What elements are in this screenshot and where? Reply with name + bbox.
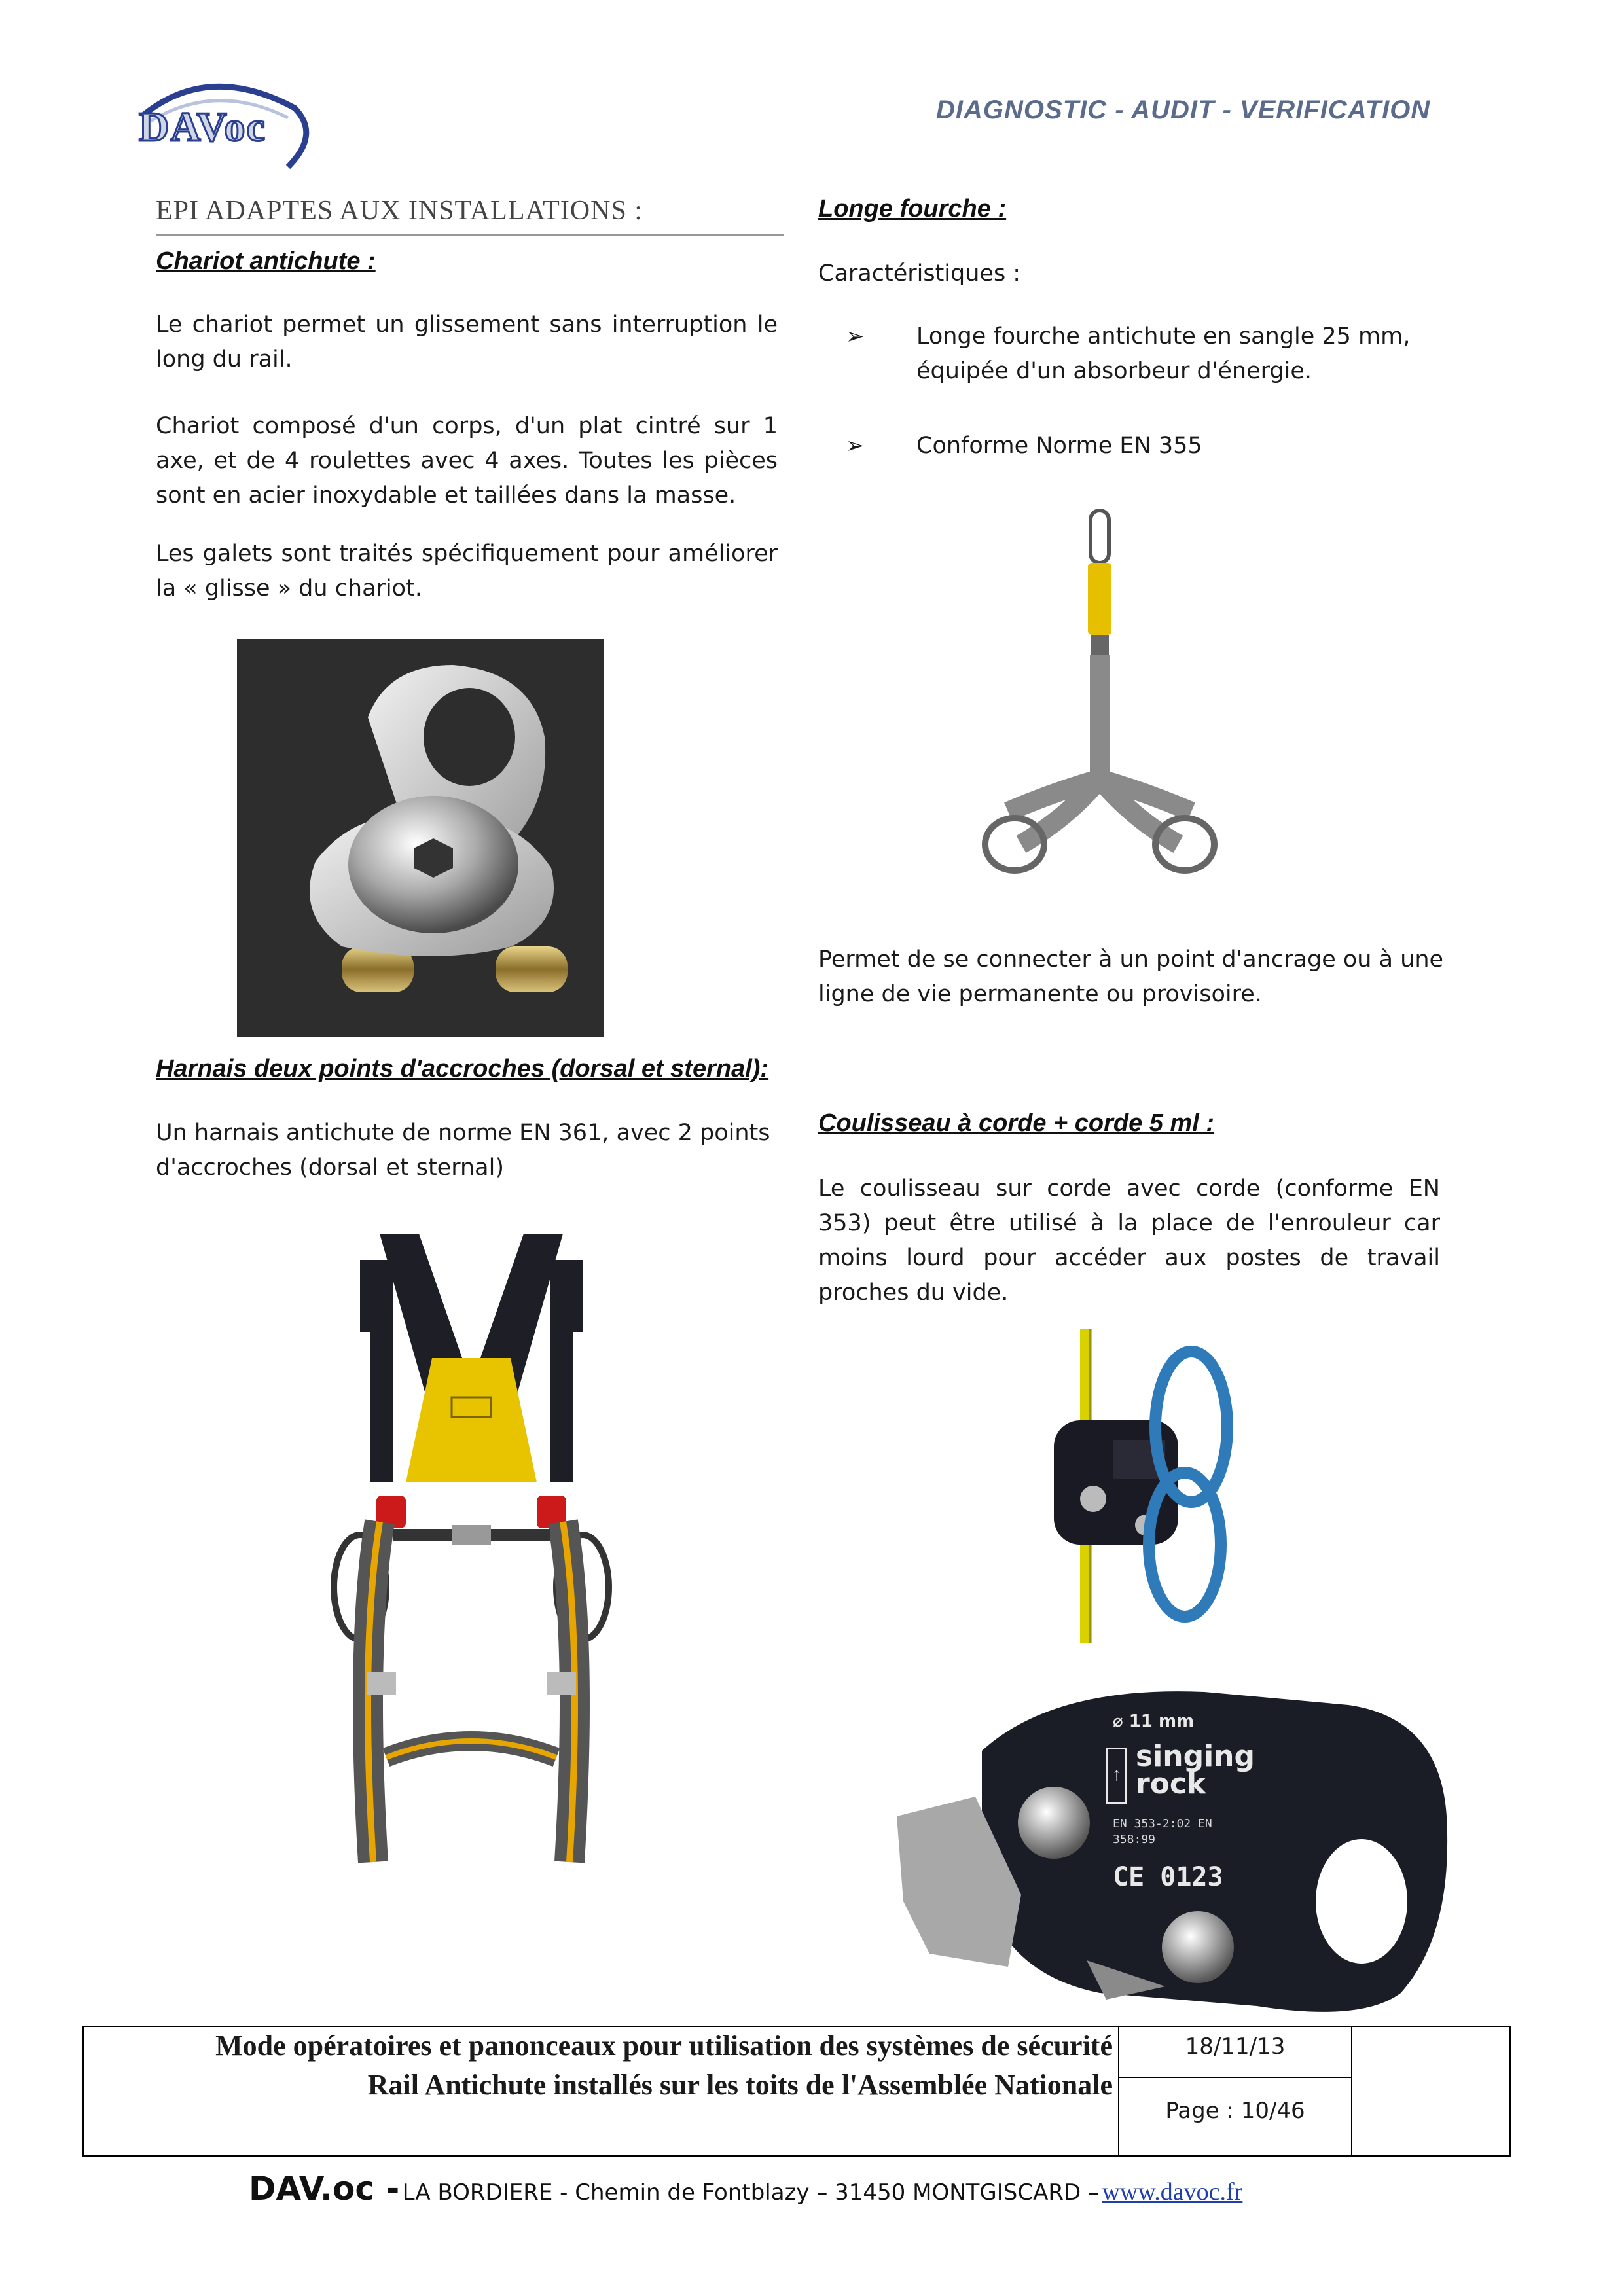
footer-divider-2 — [1351, 2026, 1352, 2155]
device-norms-label: EN 353-2:02 EN 358:99 — [1113, 1817, 1212, 1846]
footer-page-number: Page : 10/46 — [1165, 2098, 1305, 2124]
bullet-arrow-icon: ➢ — [846, 433, 865, 459]
footer-address: LA BORDIERE - Chemin de Fontblazy – 31450 MONTGISCARD – — [402, 2179, 1099, 2206]
footer-divider-3 — [1119, 2077, 1351, 2078]
coulisseau-paragraph: Le coulisseau sur corde avec corde (conforme EN 353) peut être utilisé à la place de l'enrouleur car moins lourd pour accéder aux postes de travail proches du vide. — [818, 1175, 1440, 1306]
document-type-title: DIAGNOSTIC - AUDIT - VERIFICATION — [936, 96, 1431, 124]
footer-address-line — [249, 2170, 1242, 2208]
footer-website-link[interactable]: www.davoc.fr — [1102, 2178, 1243, 2206]
harnais-paragraph: Un harnais antichute de norme EN 361, avec 2 points d'accroches (dorsal et sternal) — [156, 1120, 770, 1181]
company-logo — [131, 69, 321, 183]
footer-title-line-2: Rail Antichute installés sur les toits de l'Assemblée Nationale — [367, 2069, 1113, 2101]
caracteristiques-label: Caractéristiques : — [818, 260, 1021, 287]
logo-text: DAVoc — [139, 103, 266, 150]
chariot-photo — [237, 639, 604, 1037]
bullet-arrow-icon: ➢ — [846, 323, 865, 350]
footer-info-table — [82, 2026, 1511, 2157]
coulisseau-heading: Coulisseau à corde + corde 5 ml : — [818, 1109, 1215, 1137]
footer-date: 18/11/13 — [1185, 2034, 1286, 2060]
longe-paragraph: Permet de se connecter à un point d'ancrage ou à une ligne de vie permanente ou provisoire. — [818, 946, 1444, 1007]
chariot-paragraph-3: Les galets sont traités spécifiquement pour améliorer la « glisse » du chariot. — [156, 541, 778, 601]
longe-bullet-2: Conforme Norme EN 355 — [916, 433, 1202, 459]
section-title: EPI ADAPTES AUX INSTALLATIONS : — [156, 196, 643, 226]
footer-title-line-1: Mode opératoires et panonceaux pour utilisation des systèmes de sécurité — [215, 2030, 1113, 2062]
rope-grab-closeup-photo — [890, 1685, 1466, 2022]
device-up-arrow-icon: ↑ — [1106, 1748, 1127, 1804]
chariot-heading: Chariot antichute : — [156, 247, 376, 275]
section-divider — [156, 234, 784, 236]
device-ce-label: CE 0123 — [1113, 1862, 1223, 1892]
device-spec-label: ⌀ 11 mm — [1113, 1712, 1195, 1731]
longe-heading: Longe fourche : — [818, 195, 1007, 223]
chariot-paragraph-2: Chariot composé d'un corps, d'un plat cintré sur 1 axe, et de 4 roulettes avec 4 axes. Toutes les pièces sont en acier inoxydable et taillées dans la masse. — [156, 413, 778, 509]
chariot-paragraph-1: Le chariot permet un glissement sans interruption le long du rail. — [156, 312, 778, 372]
device-brand-label: singing rock — [1136, 1740, 1255, 1801]
harnais-heading: Harnais deux points d'accroches (dorsal et sternal): — [156, 1055, 769, 1083]
rope-grab-photo — [1021, 1329, 1244, 1643]
longe-bullet-1: Longe fourche antichute en sangle 25 mm, équipée d'un absorbeur d'énergie. — [916, 323, 1411, 384]
footer-company: DAV.oc - — [249, 2170, 400, 2208]
lanyard-photo — [969, 504, 1231, 890]
harness-photo — [321, 1221, 622, 1882]
